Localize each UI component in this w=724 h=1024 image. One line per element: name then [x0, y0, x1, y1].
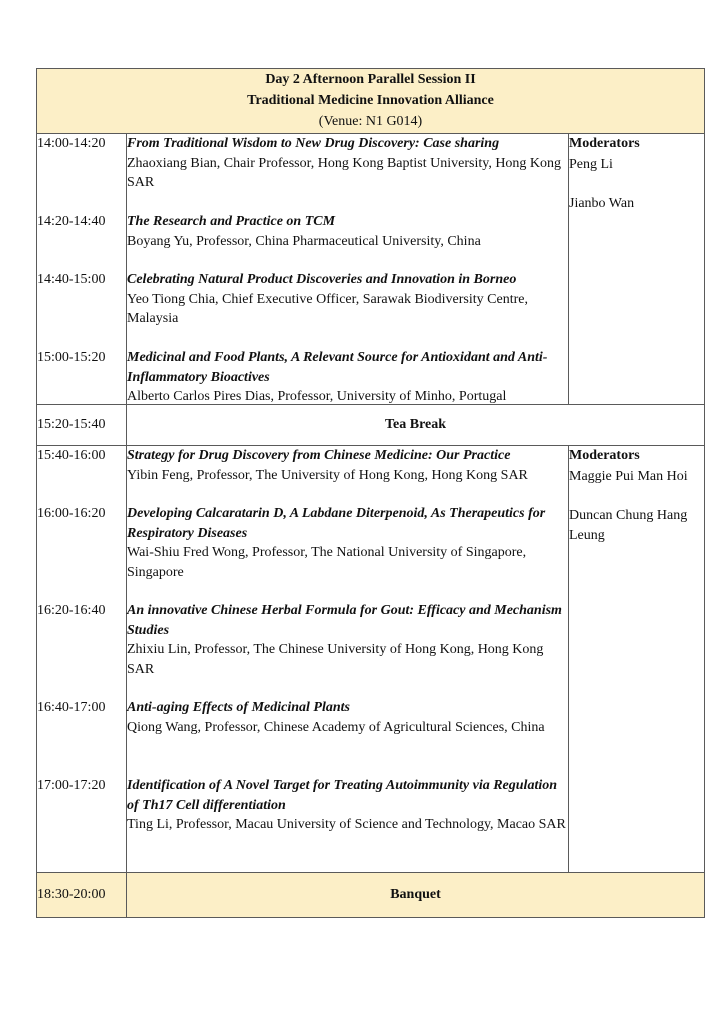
talk-item [127, 504, 568, 582]
tea-break-time: 15:20-15:40 [37, 405, 127, 446]
slot-time: 15:40-16:00 [37, 448, 106, 463]
moderator-name: Duncan Chung Hang Leung [569, 508, 688, 543]
talk-title: An innovative Chinese Herbal Formula for Gout: Efficacy and Mechanism Studies [127, 603, 562, 638]
session-venue: (Venue: N1 G014) [318, 114, 423, 129]
talk-title: Identification of A Novel Target for Treating Autoimmunity via Regulation of Th17 Cell differentiation [127, 778, 558, 813]
talk-title: Developing Calcaratarin D, A Labdane Diterpenoid, As Therapeutics for Respiratory Diseases [127, 506, 546, 541]
moderators-label: Moderators [569, 136, 640, 151]
slot-time: 16:20-16:40 [37, 603, 106, 618]
slot-time: 16:00-16:20 [37, 506, 106, 521]
slot-time: 14:40-15:00 [37, 272, 106, 287]
moderator-name: Jianbo Wan [569, 196, 635, 211]
block1-row [37, 134, 705, 405]
talk-item [127, 134, 568, 193]
talk-title: Anti-aging Effects of Medicinal Plants [127, 700, 350, 715]
talk-speaker: Ting Li, Professor, Macau University of Science and Technology, Macao SAR [127, 817, 566, 832]
session-title: Day 2 Afternoon Parallel Session II [265, 72, 476, 87]
block1-times [37, 134, 127, 405]
block1-moderators [569, 134, 705, 405]
tea-break-label: Tea Break [127, 405, 705, 446]
moderators-label: Moderators [569, 448, 640, 463]
banquet-label: Banquet [127, 873, 705, 918]
slot-time: 15:00-15:20 [37, 350, 106, 365]
block2-row [37, 446, 705, 873]
banquet-row [37, 873, 705, 918]
talk-speaker: Yeo Tiong Chia, Chief Executive Officer, Sarawak Biodiversity Centre, Malaysia [127, 291, 528, 326]
talk-item [127, 698, 568, 737]
talk-item [127, 270, 568, 329]
session-subtitle: Traditional Medicine Innovation Alliance [247, 93, 494, 108]
talk-title: Medicinal and Food Plants, A Relevant Source for Antioxidant and Anti-Inflammatory Bioactives [127, 350, 548, 385]
tea-break-row [37, 405, 705, 446]
block2-moderators [569, 446, 705, 873]
slot-time: 14:20-14:40 [37, 214, 106, 229]
block1-talks [127, 134, 569, 405]
block2-talks [127, 446, 569, 873]
session-header [37, 69, 705, 134]
moderator-name: Maggie Pui Man Hoi [569, 468, 688, 484]
slot-time: 17:00-17:20 [37, 778, 106, 793]
session-header-row [37, 69, 705, 134]
talk-speaker: Wai-Shiu Fred Wong, Professor, The National University of Singapore, Singapore [127, 545, 527, 580]
moderator-name: Peng Li [569, 156, 613, 172]
talk-item [127, 446, 568, 485]
talk-speaker: Alberto Carlos Pires Dias, Professor, University of Minho, Portugal [127, 389, 507, 404]
talk-speaker: Zhaoxiang Bian, Chair Professor, Hong Kong Baptist University, Hong Kong SAR [127, 155, 562, 190]
talk-item [127, 601, 568, 679]
talk-title: Strategy for Drug Discovery from Chinese Medicine: Our Practice [127, 448, 511, 463]
talk-title: From Traditional Wisdom to New Drug Discovery: Case sharing [127, 136, 500, 151]
banquet-time: 18:30-20:00 [37, 873, 127, 918]
talk-title: The Research and Practice on TCM [127, 214, 336, 229]
talk-speaker: Yibin Feng, Professor, The University of Hong Kong, Hong Kong SAR [127, 467, 528, 483]
talk-item [127, 776, 568, 835]
talk-speaker: Zhixiu Lin, Professor, The Chinese University of Hong Kong, Hong Kong SAR [127, 642, 544, 677]
talk-speaker: Qiong Wang, Professor, Chinese Academy of Agricultural Sciences, China [127, 719, 545, 735]
block2-times [37, 446, 127, 873]
talk-item [127, 348, 568, 407]
talk-speaker: Boyang Yu, Professor, China Pharmaceutical University, China [127, 233, 481, 249]
talk-item [127, 212, 568, 251]
schedule-table [36, 68, 705, 918]
talk-title: Celebrating Natural Product Discoveries and Innovation in Borneo [127, 272, 517, 287]
slot-time: 14:00-14:20 [37, 136, 106, 151]
slot-time: 16:40-17:00 [37, 700, 106, 715]
